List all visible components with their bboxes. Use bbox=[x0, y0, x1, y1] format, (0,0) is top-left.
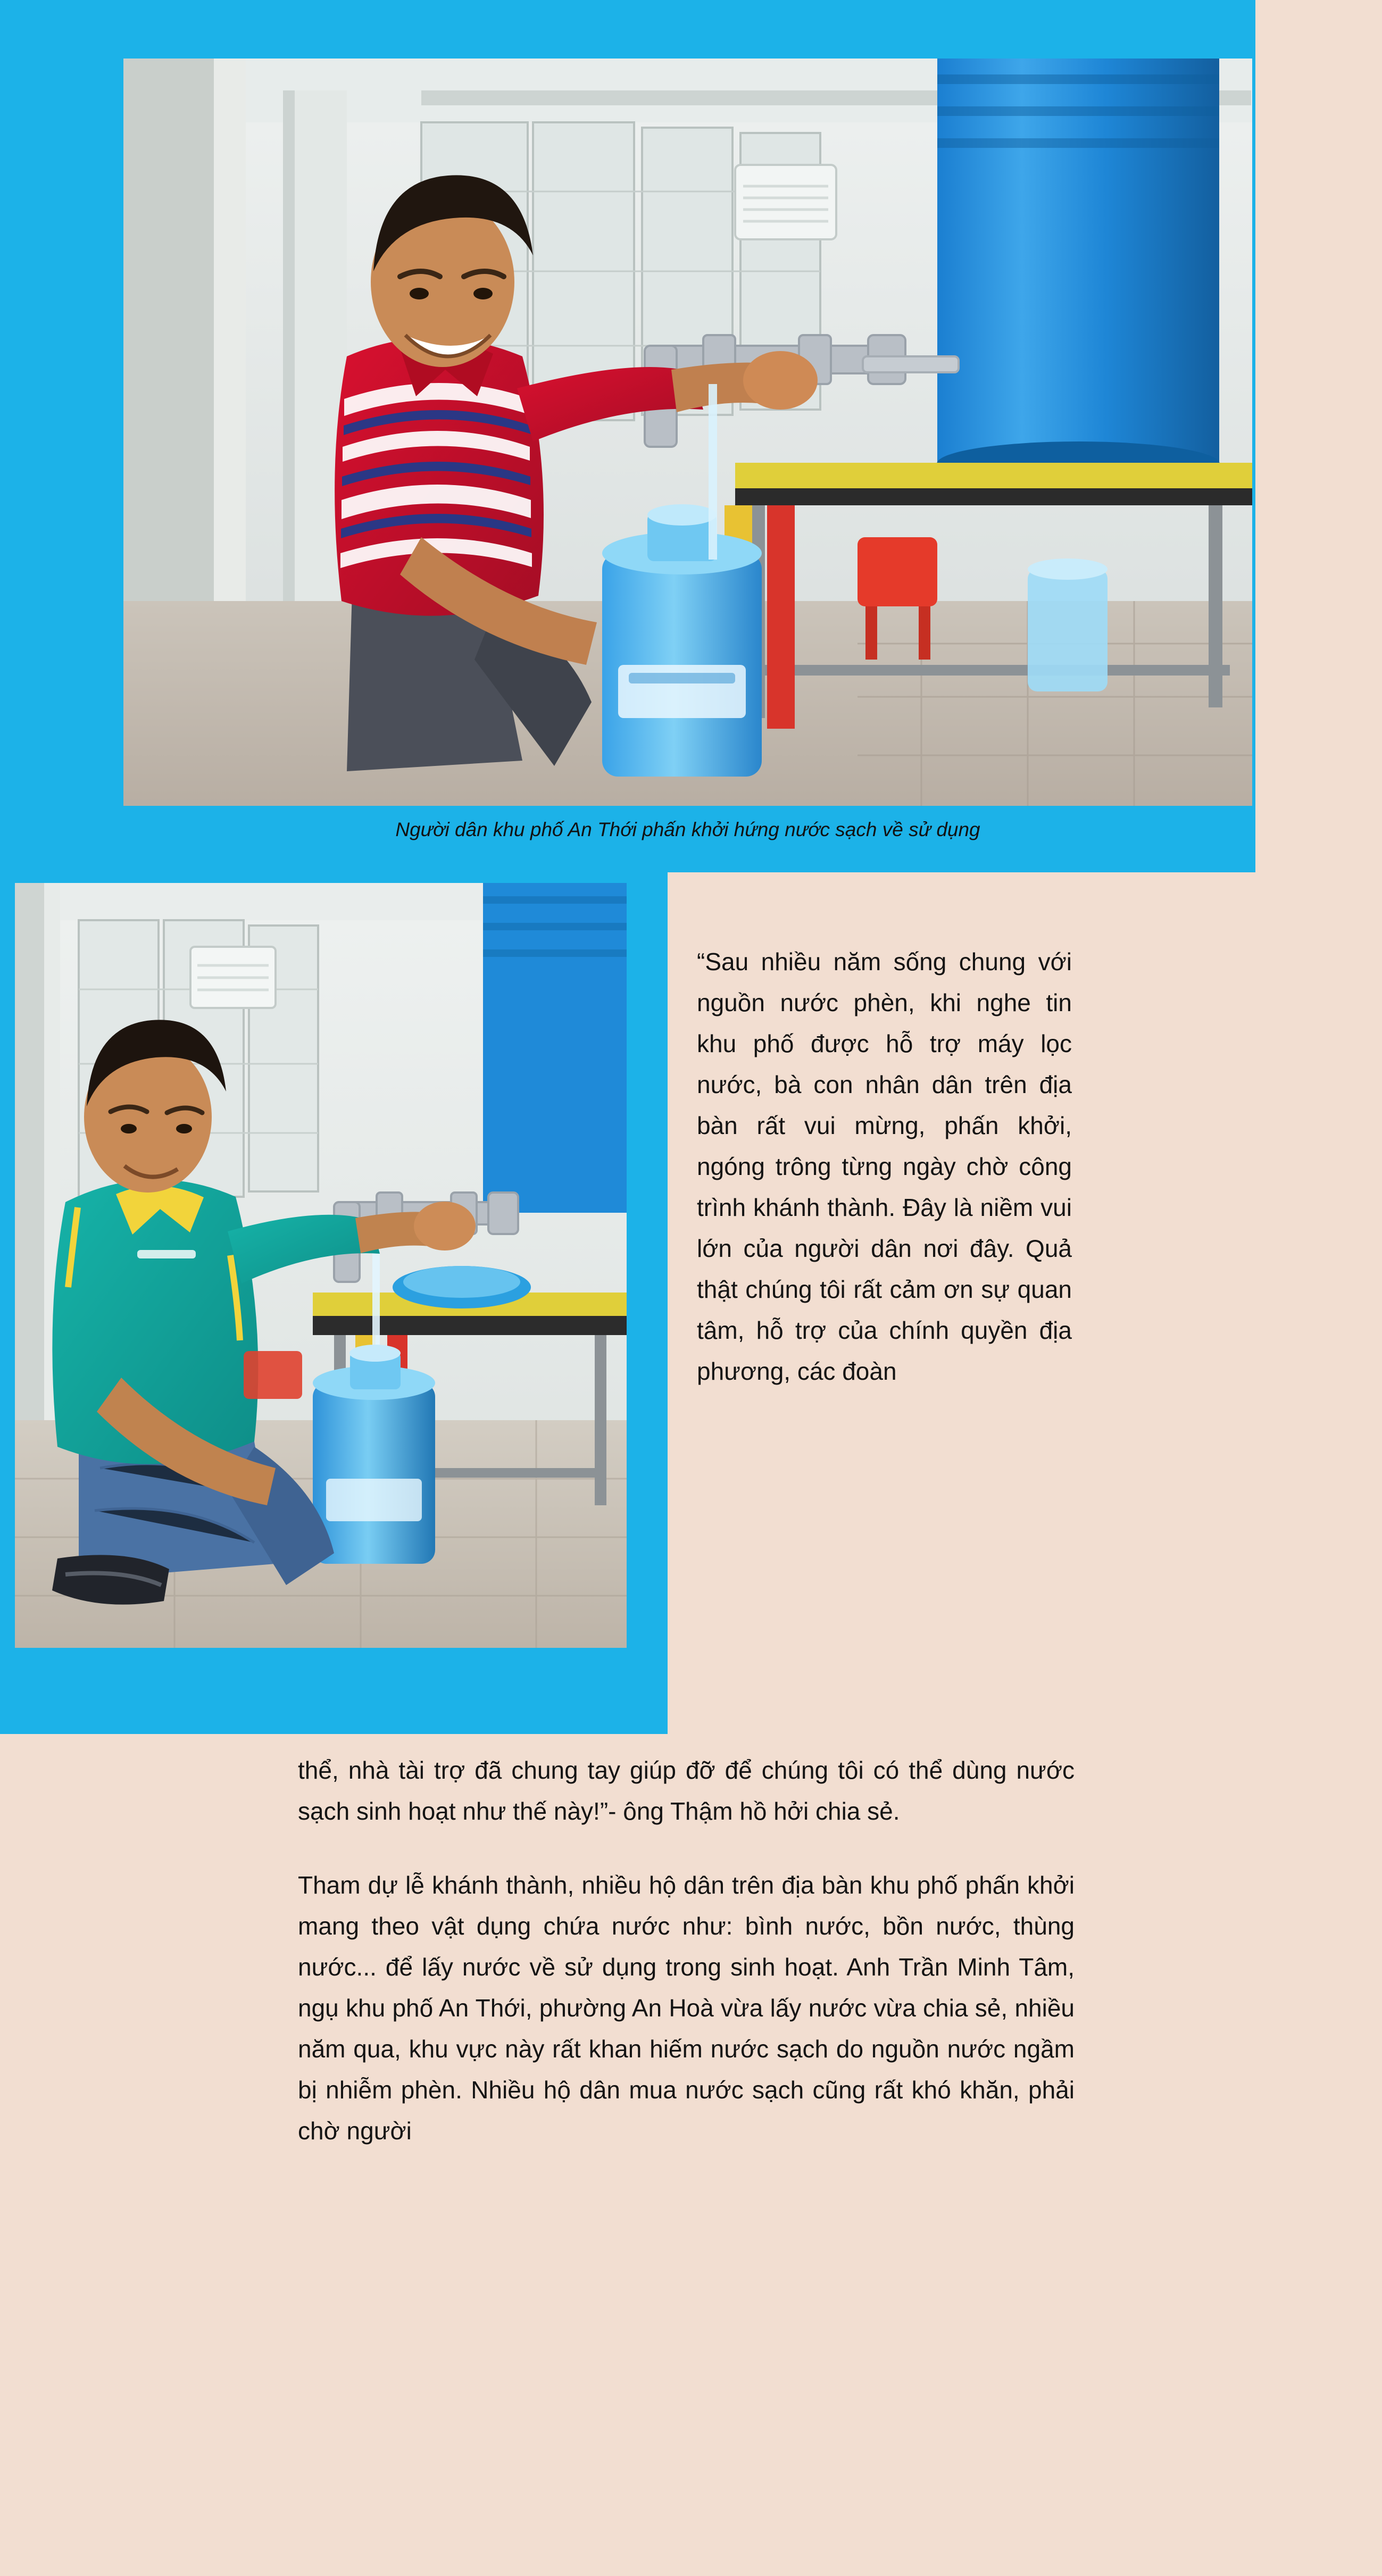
article-body bbox=[298, 1750, 1075, 2152]
article-paragraph-2: Tham dự lễ khánh thành, nhiều hộ dân trên địa bàn khu phố phấn khởi mang theo vật dụng chứa nước như: bình nước, bồn nước, thùng nước... để lấy nước về sử dụng trong sinh hoạt. Anh Trần Minh Tâm, ngụ khu phố An Thới, phường An Hoà vừa lấy nước vừa chia sẻ, nhiều năm qua, khu vực này rất khan hiếm nước sạch do nguồn nước ngầm bị nhiễm phèn. Nhiều hộ dân mua nước sạch cũng rất khó khăn, phải chờ người bbox=[298, 1871, 1075, 2145]
photo-2-illustration bbox=[15, 883, 627, 1648]
photo-man-red-striped-shirt-filling-water bbox=[123, 59, 1252, 806]
article-quote-narrow: “Sau nhiều năm sống chung với nguồn nước phèn, khi nghe tin khu phố được hỗ trợ máy lọc nước, bà con nhân dân trên địa bàn rất vui mừng, phấn khởi, ngóng trông từng ngày chờ công trình khánh thành. Đây là niềm vui lớn của người dân nơi đây. Quả thật chúng tôi rất cảm ơn sự quan tâm, hỗ trợ của chính quyền địa phương, các đoàn bbox=[697, 948, 1072, 1385]
photo-1-caption: Người dân khu phố An Thới phấn khởi hứng nước sạch về sử dụng bbox=[395, 819, 980, 840]
photo-1-illustration bbox=[123, 59, 1252, 806]
photo-man-teal-shirt-filling-water bbox=[15, 883, 627, 1648]
article-quote-wide: thể, nhà tài trợ đã chung tay giúp đỡ để chúng tôi có thể dùng nước sạch sinh hoạt như thế này!”- ông Thậm hồ hởi chia sẻ. bbox=[298, 1756, 1075, 1825]
